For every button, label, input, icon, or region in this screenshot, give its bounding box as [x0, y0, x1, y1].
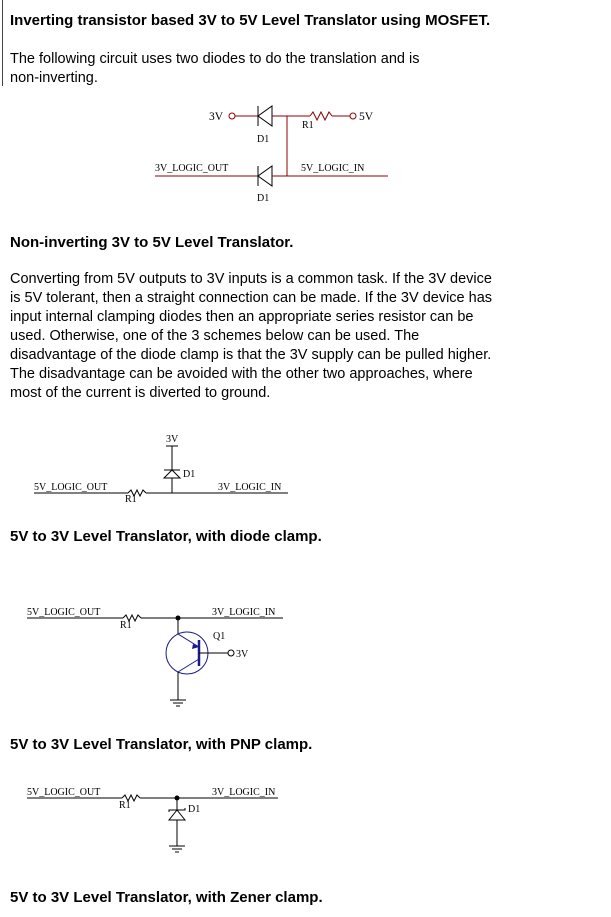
diode-d1 — [164, 470, 180, 478]
diode-d1-bottom — [258, 166, 272, 186]
section2-paragraph — [10, 270, 550, 403]
zener-clamp-caption: 5V to 3V Level Translator, with Zener clamp. — [10, 889, 323, 906]
label-3v-logic-in: 3V_LOGIC_IN — [212, 607, 276, 618]
label-5v-logic-out: 5V_LOGIC_OUT — [27, 787, 101, 798]
resistor-r1 — [310, 112, 332, 120]
pnp-clamp-caption: 5V to 3V Level Translator, with PNP clamp. — [10, 736, 313, 753]
ground-symbol — [169, 846, 185, 852]
label-3v: 3V — [209, 111, 224, 123]
terminal-3v — [228, 650, 234, 656]
section1-line-1: The following circuit uses two diodes to do the translation and is — [10, 51, 420, 67]
section2-line-4: used. Otherwise, one of the 3 schemes below can be used. The — [10, 328, 420, 344]
label-d1: D1 — [188, 804, 201, 815]
label-3v: 3V — [166, 434, 179, 445]
pnp-clamp-schematic — [0, 600, 611, 715]
diode-clamp-schematic — [0, 430, 611, 510]
label-5v-logic-out: 5V_LOGIC_OUT — [34, 482, 108, 493]
section1-paragraph — [10, 50, 550, 88]
section2-line-1: Converting from 5V outputs to 3V inputs is a common task. If the 3V device — [10, 271, 492, 287]
page-edge-line — [2, 0, 3, 86]
section2-line-6: The disadvantage can be avoided with the other two approaches, where — [10, 366, 473, 382]
label-3v: 3V — [236, 649, 249, 660]
ground-symbol — [170, 700, 186, 706]
section2-line-7: most of the current is diverted to ground. — [10, 385, 271, 401]
label-d1-bottom: D1 — [257, 193, 270, 204]
label-5v: 5V — [359, 111, 374, 123]
zener-clamp-schematic — [0, 780, 611, 865]
label-5v-logic-out: 5V_LOGIC_OUT — [27, 607, 101, 618]
two-diode-translator-schematic — [0, 100, 611, 210]
label-3v-logic-in: 3V_LOGIC_IN — [218, 482, 282, 493]
label-r1: R1 — [120, 620, 132, 631]
diode-d1-top — [258, 106, 272, 126]
label-5v-logic-in: 5V_LOGIC_IN — [301, 163, 365, 174]
section2-line-2: is 5V tolerant, then a straight connection can be made. If the 3V device has — [10, 290, 493, 306]
section2-line-3: input internal clamping diodes then an appropriate series resistor can be — [10, 309, 474, 325]
label-r1: R1 — [125, 494, 137, 505]
label-r1: R1 — [119, 800, 131, 811]
section1-line-2: non-inverting. — [10, 70, 98, 86]
terminal-5v — [350, 113, 356, 119]
label-3v-logic-in: 3V_LOGIC_IN — [212, 787, 276, 798]
label-3v-logic-out: 3V_LOGIC_OUT — [155, 163, 229, 174]
section2-line-5: disadvantage of the diode clamp is that the 3V supply can be pulled higher. — [10, 347, 492, 363]
label-d1: D1 — [183, 469, 196, 480]
section2-heading: Non-inverting 3V to 5V Level Translator. — [10, 234, 294, 251]
label-q1: Q1 — [213, 631, 226, 642]
label-r1: R1 — [302, 120, 314, 131]
label-d1-top: D1 — [257, 134, 270, 145]
section1-heading: Inverting transistor based 3V to 5V Level Translator using MOSFET. — [10, 12, 491, 29]
diode-clamp-caption: 5V to 3V Level Translator, with diode clamp. — [10, 528, 322, 545]
zener-diode-d1 — [169, 810, 185, 820]
terminal-3v — [229, 113, 235, 119]
